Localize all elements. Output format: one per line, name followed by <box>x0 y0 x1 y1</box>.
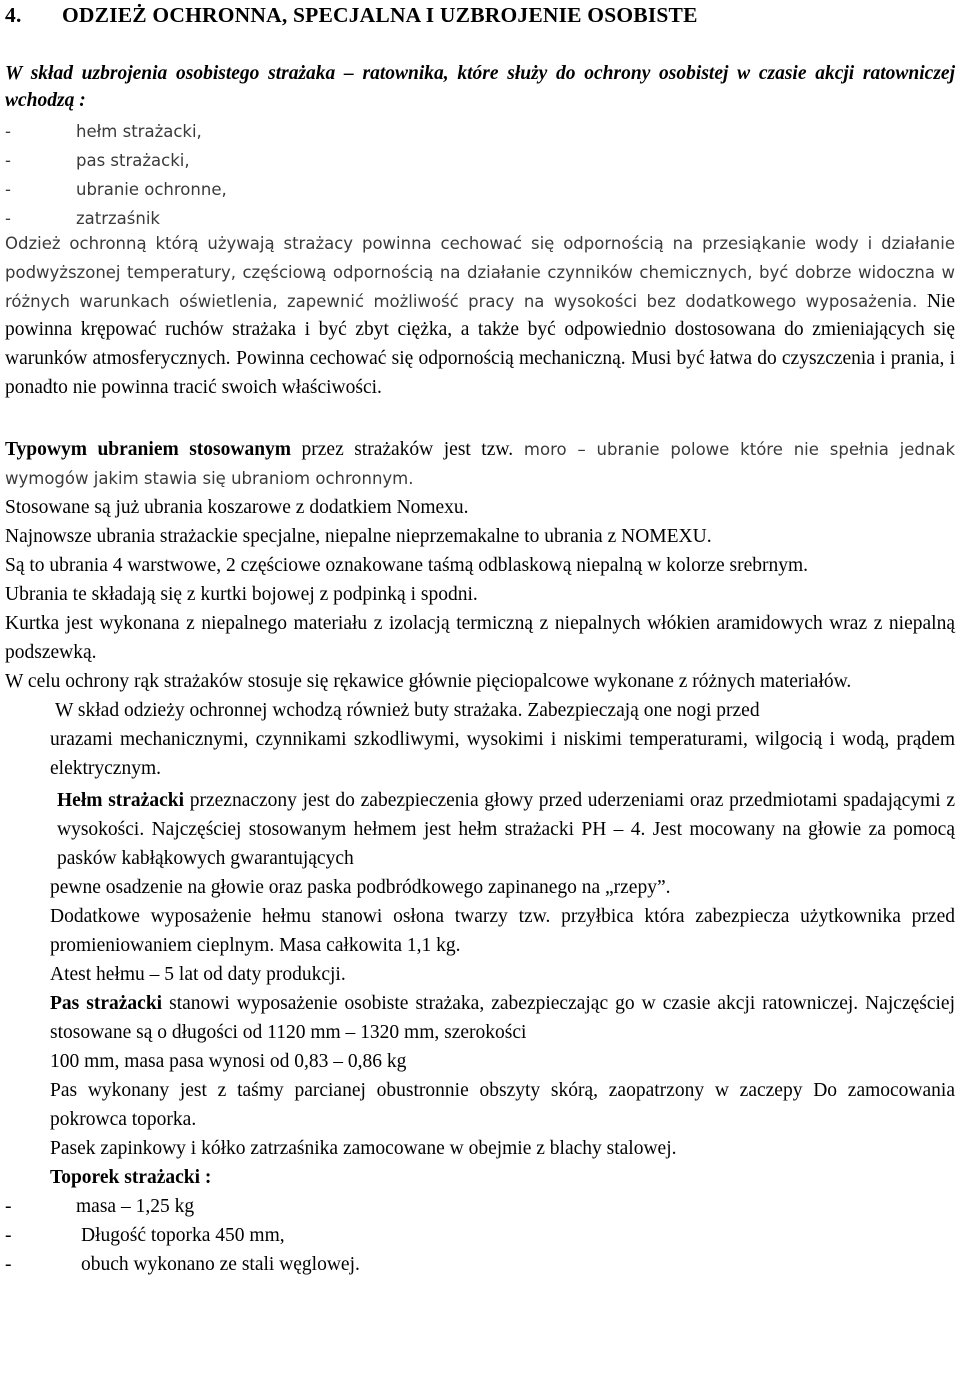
section-number: 4. <box>5 3 22 27</box>
clothing-requirements-paragraph: Odzież ochronną którą używają strażacy powinna cechować się odpornością na przesiąkanie wody i działanie podwyższonej temperatury, częściową odpornością na działanie czynników chemicznych, być dobrze widoczna w różnych warunkach oświetlenia, zapewnić możliwość pracy na wysokości bez dodatkowego wyposażenia. Nie powinna krępować ruchów strażaka i być zbyt ciężka, a także być odpowiednio dostosowana do zmieniających się warunków atmosferycznych. Powinna cechować się odpornością mechaniczną. Musi być łatwa do czyszczenia i prania, i ponadto nie powinna tracić swoich właściwości. <box>5 234 955 398</box>
composition-line: Ubrania te składają się z kurtki bojowej z podpinką i spodni. <box>5 584 478 605</box>
belt-buckle-line: Pasek zapinkowy i kółko zatrzaśnika zamocowane w obejmie z blachy stalowej. <box>50 1138 677 1159</box>
section-title: ODZIEŻ OCHRONNA, SPECJALNA I UZBROJENIE OSOBISTE <box>62 3 698 27</box>
belt-paragraph: Pas strażacki stanowi wyposażenie osobiste strażaka, zabezpieczając go w czasie akcji ratowniczej. Najczęściej stosowane są o długości od 1120 mm – 1320 mm, szerokości <box>50 993 956 1043</box>
axe-list <box>5 1192 955 1279</box>
list-item: - pas strażacki, <box>5 151 190 170</box>
intro-paragraph: W skład uzbrojenia osobistego strażaka – ratownika, które służy do ochrony osobistej w czasie akcji ratowniczej wchodzą : <box>5 63 955 111</box>
section-heading <box>5 3 698 28</box>
axe-title: Toporek strażacki : <box>50 1167 212 1188</box>
helmet-paragraph: Hełm strażacki przeznaczony jest do zabezpieczenia głowy przed uderzeniami oraz przedmiotami spadającymi z wysokości. Najczęściej stosowanym hełmem jest hełm strażacki PH – 4. Jest mocowany na głowie za pomocą pasków kabłąkowych gwarantujących <box>57 790 956 869</box>
gloves-paragraph: W celu ochrony rąk strażaków stosuje się rękawice głównie pięciopalcowe wykonane z różnych materiałów. <box>5 671 852 692</box>
boots-paragraph: W skład odzieży ochronnej wchodzą również buty strażaka. Zabezpieczają one nogi przed <box>55 700 760 721</box>
list-item: - obuch wykonano ze stali węglowej. <box>5 1254 360 1275</box>
belt-mass-line: 100 mm, masa pasa wynosi od 0,83 – 0,86 kg <box>50 1051 407 1072</box>
typical-clothing-paragraph: Typowym ubraniem stosowanym przez strażaków jest tzw. moro – ubranie polowe które nie spełnia jednak wymogów jakim stawia się ubraniom ochronnym. <box>5 439 956 488</box>
layers-line: Są to ubrania 4 warstwowe, 2 częściowe oznakowane taśmą odblaskową niepalną w kolorze srebrnym. <box>5 555 809 576</box>
nomex-line: Najnowsze ubrania strażackie specjalne, niepalne nieprzemakalne to ubrania z NOMEXU. <box>5 526 712 547</box>
jacket-paragraph: Kurtka jest wykonana z niepalnego materiału z izolacją termiczną z niepalnych włókien aramidowych wraz z niepalną podszewką. <box>5 613 955 663</box>
list-item: - hełm strażacki, <box>5 122 202 141</box>
helmet-chinstrap-line: pewne osadzenie na głowie oraz paska podbródkowego zapinanego na „rzepy”. <box>50 877 671 898</box>
list-item: - ubranie ochronne, <box>5 180 227 199</box>
equipment-list <box>5 117 227 233</box>
belt-material-line: Pas wykonany jest z taśmy parcianej obustronnie obszyty skórą, zaopatrzony w zaczepy Do zamocowania pokrowca toporka. <box>50 1080 955 1130</box>
boots-continuation: urazami mechanicznymi, czynnikami szkodliwymi, wysokimi i niskimi temperaturami, wilgocią i wodą, prądem elektrycznym. <box>50 729 955 779</box>
list-item: - zatrzaśnik <box>5 209 160 228</box>
helmet-certificate-line: Atest hełmu – 5 lat od daty produkcji. <box>50 964 346 985</box>
barracks-clothing-line: Stosowane są już ubrania koszarowe z dodatkiem Nomexu. <box>5 497 469 518</box>
list-item: - Długość toporka 450 mm, <box>5 1225 285 1246</box>
helmet-visor-line: Dodatkowe wyposażenie hełmu stanowi osłona twarzy tzw. przyłbica która zabezpiecza użytkownika przed promieniowaniem cieplnym. Masa całkowita 1,1 kg. <box>50 906 955 956</box>
main-text-flow <box>5 435 955 1279</box>
list-item: - masa – 1,25 kg <box>5 1196 195 1217</box>
